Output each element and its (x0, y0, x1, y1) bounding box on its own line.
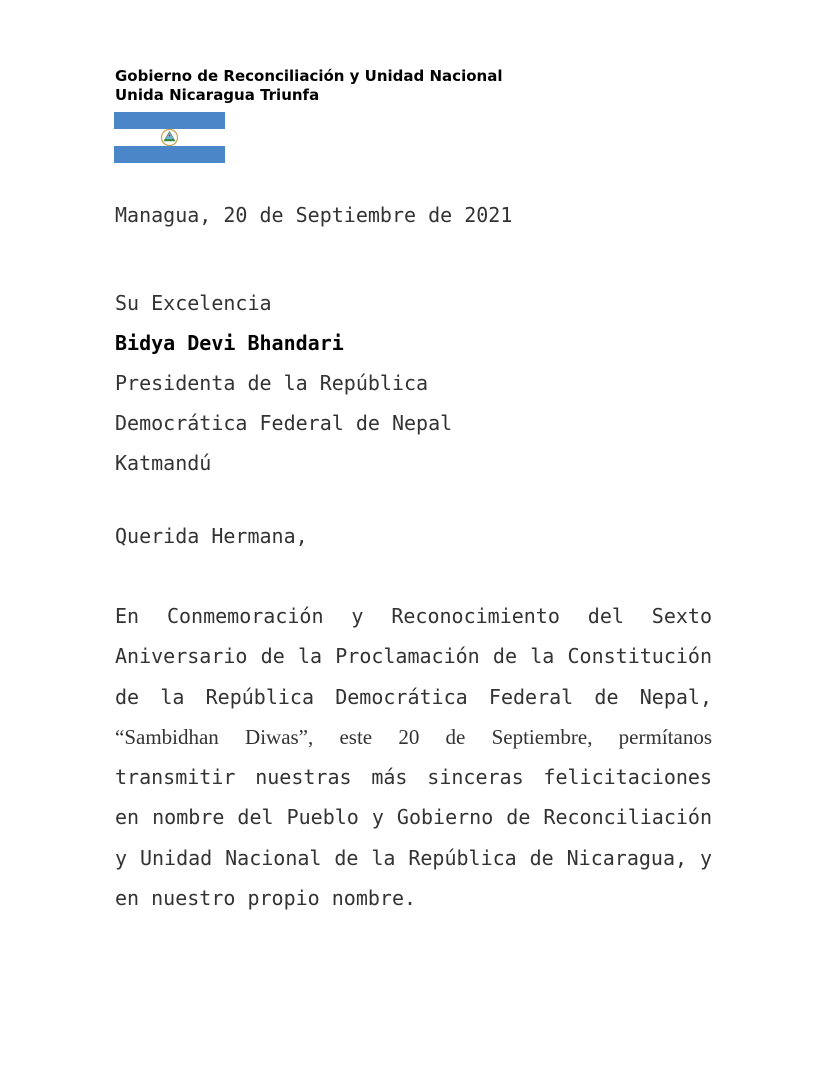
body-line: de la República Democrática Federal de Nepal, (115, 684, 712, 709)
body-line: en nombre del Pueblo y Gobierno de Reconciliación (115, 805, 712, 830)
salutation: Querida Hermana, (115, 524, 308, 548)
letterhead-motto: Unida Nicaragua Triunfa (115, 86, 320, 104)
recipient-block (115, 283, 452, 483)
letter-body (115, 596, 712, 918)
body-line: y Unidad Nacional de la República de Nicaragua, y (115, 845, 712, 870)
body-line: Aniversario de la Proclamación de la Constitución (115, 644, 712, 669)
recipient-city: Katmandú (115, 451, 212, 475)
recipient-name: Bidya Devi Bhandari (115, 331, 344, 355)
nicaragua-flag-icon (114, 112, 225, 163)
recipient-title-line1: Presidenta de la República (115, 371, 429, 395)
letterhead-government-name: Gobierno de Reconciliación y Unidad Nacional (115, 67, 503, 85)
body-line: En Conmemoración y Reconocimiento del Sexto (115, 604, 712, 628)
body-line: “Sambidhan Diwas”, este 20 de Septiembre, permítanos (115, 724, 712, 749)
recipient-honorific: Su Excelencia (115, 291, 272, 315)
body-line: transmitir nuestras más sinceras felicitaciones (115, 765, 712, 790)
recipient-title-line2: Democrática Federal de Nepal (115, 411, 453, 435)
letter-date: Managua, 20 de Septiembre de 2021 (115, 203, 513, 227)
letterhead (115, 67, 502, 105)
body-line: en nuestro propio nombre. (115, 886, 417, 911)
